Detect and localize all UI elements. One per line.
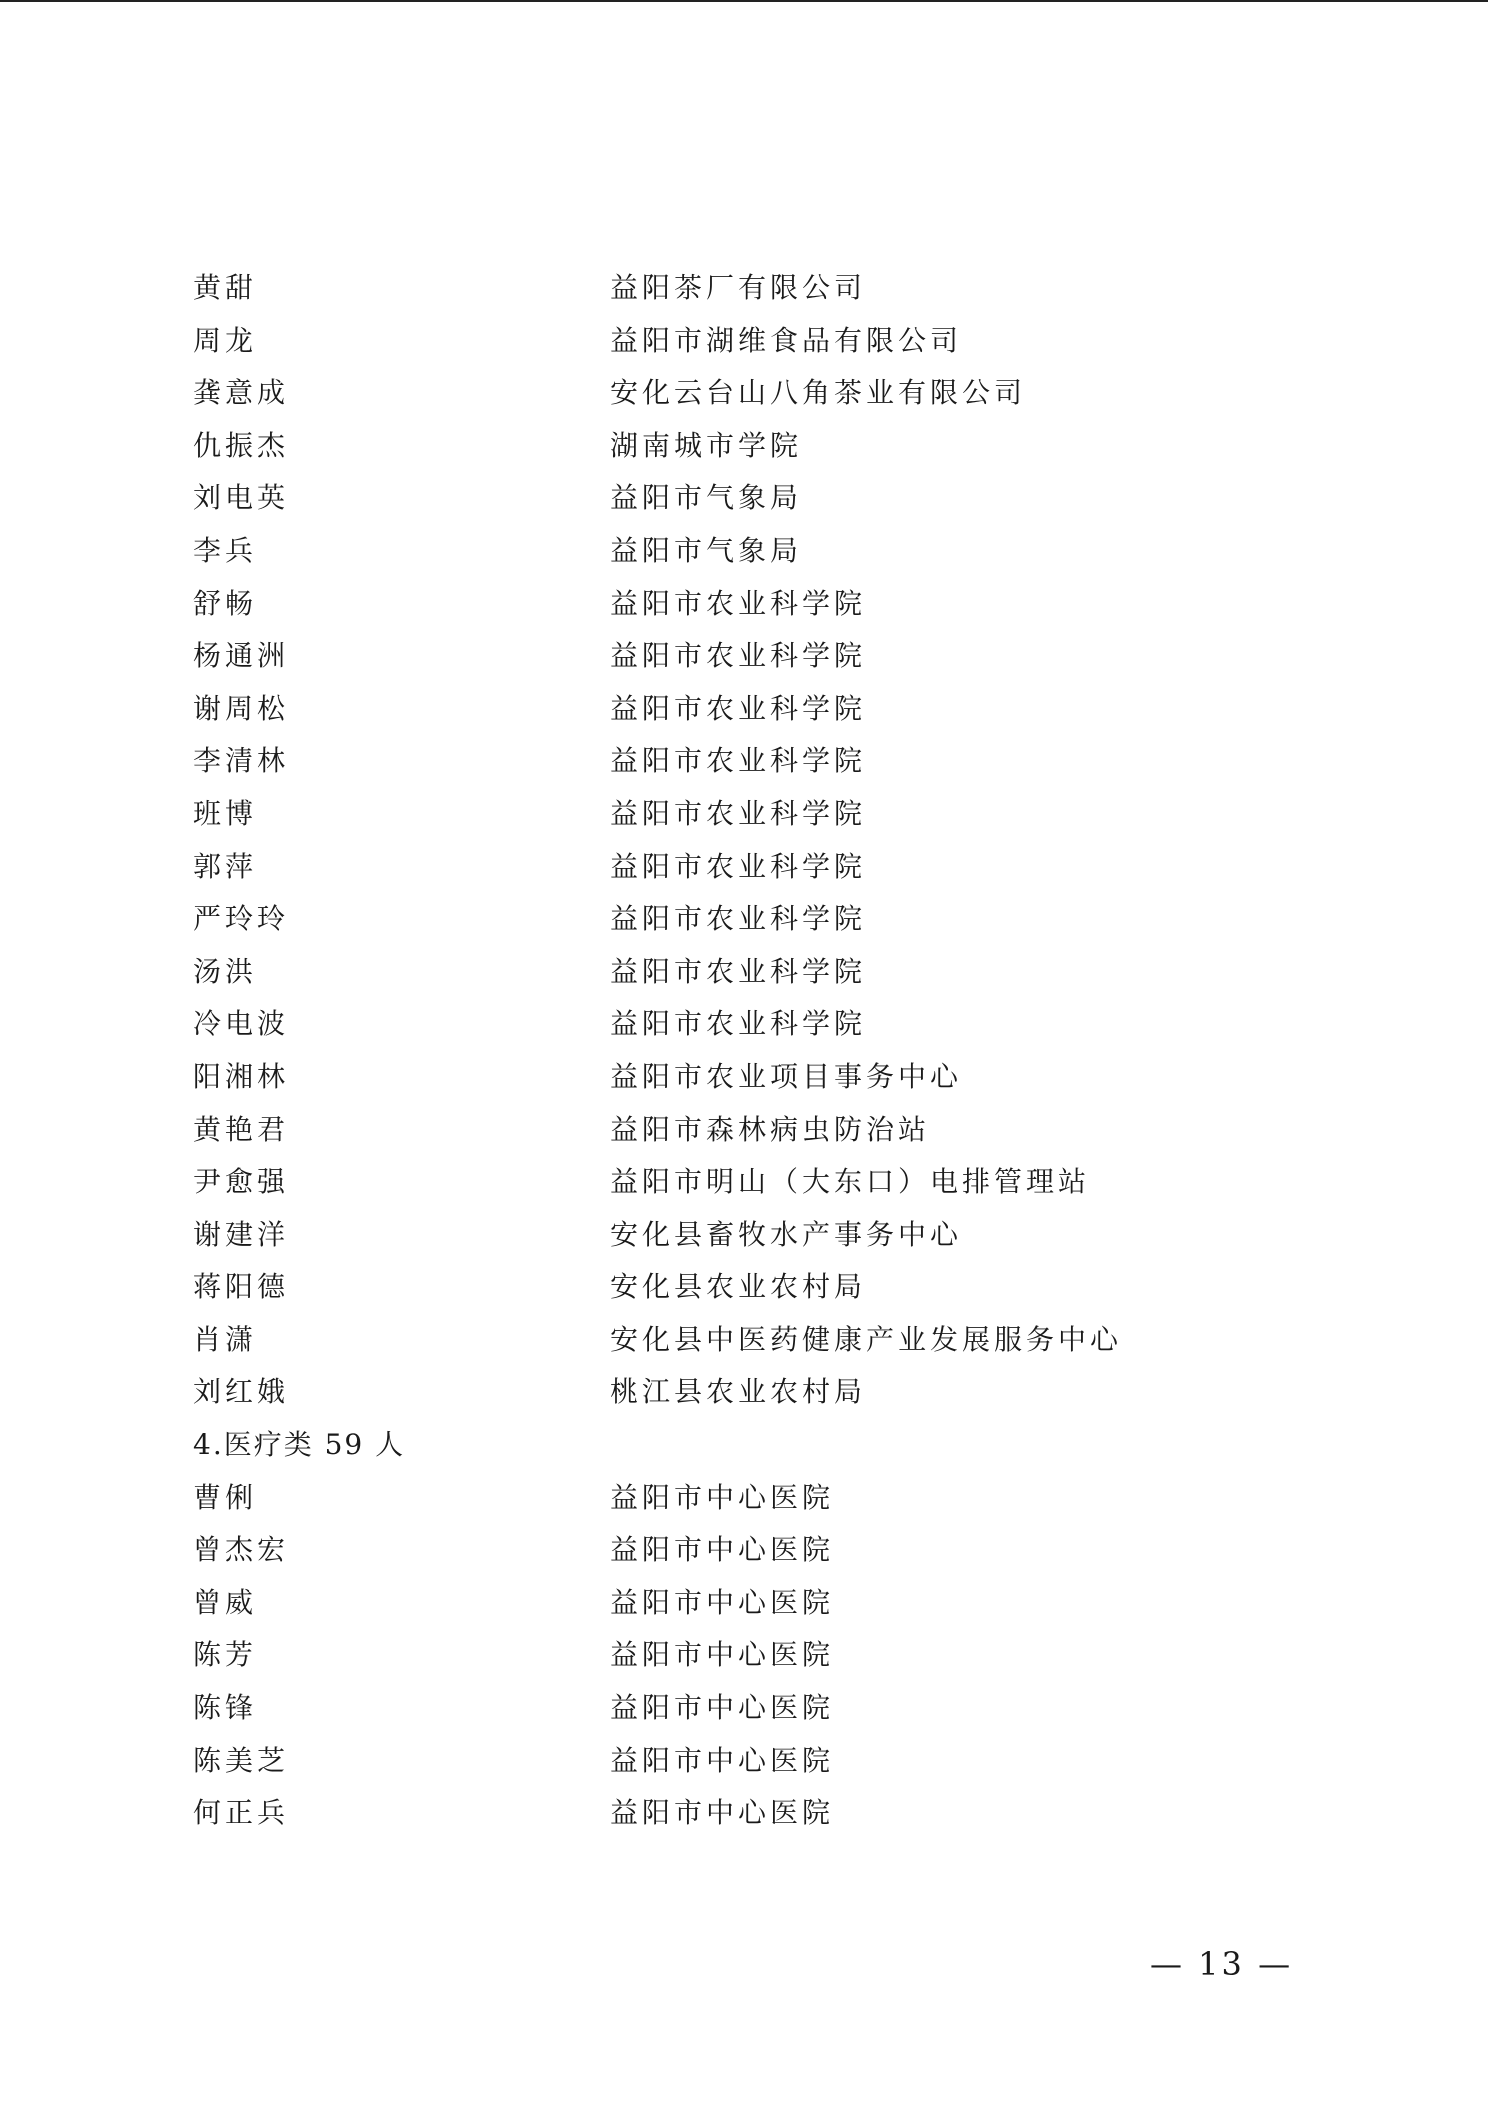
organization-name: 益阳市农业科学院 xyxy=(610,691,867,725)
organization-name: 益阳市气象局 xyxy=(610,533,803,567)
list-item xyxy=(193,1472,1293,1525)
person-name: 阳湘林 xyxy=(193,1059,290,1093)
page-number: — 13 — xyxy=(1150,1945,1294,1983)
person-name: 陈美芝 xyxy=(193,1743,290,1777)
list-item xyxy=(193,1104,1293,1157)
organization-name: 安化县农业农村局 xyxy=(610,1270,867,1304)
list-item xyxy=(193,841,1293,894)
section-heading-text: 4.医疗类 59 人 xyxy=(193,1428,406,1462)
organization-name: 安化县畜牧水产事务中心 xyxy=(610,1217,963,1251)
person-name: 曹俐 xyxy=(193,1480,258,1514)
organization-name: 益阳市农业科学院 xyxy=(610,639,867,673)
person-name: 汤洪 xyxy=(193,954,258,988)
list-item xyxy=(193,998,1293,1051)
list-item xyxy=(193,1156,1293,1209)
top-border-line xyxy=(0,0,1488,2)
list-item xyxy=(193,1051,1293,1104)
list-item xyxy=(193,472,1293,525)
organization-name: 益阳市明山（大东口）电排管理站 xyxy=(610,1165,1091,1199)
organization-name: 益阳市农业科学院 xyxy=(610,849,867,883)
person-name: 刘电英 xyxy=(193,481,290,515)
list-item xyxy=(193,420,1293,473)
person-name: 陈锋 xyxy=(193,1691,258,1725)
organization-name: 益阳市森林病虫防治站 xyxy=(610,1112,931,1146)
person-name: 谢周松 xyxy=(193,691,290,725)
organization-name: 益阳市中心医院 xyxy=(610,1796,835,1830)
list-item xyxy=(193,683,1293,736)
person-name: 尹愈强 xyxy=(193,1165,290,1199)
organization-name: 益阳市气象局 xyxy=(610,481,803,515)
organization-name: 益阳市湖维食品有限公司 xyxy=(610,323,963,357)
organization-name: 益阳市中心医院 xyxy=(610,1638,835,1672)
person-name: 何正兵 xyxy=(193,1796,290,1830)
person-name: 蒋阳德 xyxy=(193,1270,290,1304)
person-name: 班博 xyxy=(193,796,258,830)
organization-name: 益阳市农业科学院 xyxy=(610,796,867,830)
organization-name: 桃江县农业农村局 xyxy=(610,1375,867,1409)
list-item xyxy=(193,893,1293,946)
organization-name: 益阳茶厂有限公司 xyxy=(610,271,867,304)
organization-name: 益阳市农业科学院 xyxy=(610,1007,867,1041)
list-item xyxy=(193,1735,1293,1788)
organization-name: 益阳市农业科学院 xyxy=(610,954,867,988)
organization-name: 益阳市农业科学院 xyxy=(610,902,867,936)
organization-name: 湖南城市学院 xyxy=(610,428,803,462)
list-item xyxy=(193,315,1293,368)
organization-name: 安化县中医药健康产业发展服务中心 xyxy=(610,1322,1123,1356)
person-name: 刘红娥 xyxy=(193,1375,290,1409)
list-item xyxy=(193,946,1293,999)
organization-name: 益阳市中心医院 xyxy=(610,1533,835,1567)
person-name: 陈芳 xyxy=(193,1638,258,1672)
person-name: 黄甜 xyxy=(193,271,258,304)
person-name: 黄艳君 xyxy=(193,1112,290,1146)
person-name: 李兵 xyxy=(193,533,258,567)
organization-name: 益阳市中心医院 xyxy=(610,1743,835,1777)
list-item xyxy=(193,735,1293,788)
organization-name: 益阳市农业科学院 xyxy=(610,744,867,778)
list-item xyxy=(193,1682,1293,1735)
list-item xyxy=(193,1629,1293,1682)
person-name: 曾杰宏 xyxy=(193,1533,290,1567)
organization-name: 益阳市农业科学院 xyxy=(610,586,867,620)
person-name: 谢建洋 xyxy=(193,1217,290,1251)
organization-name: 安化云台山八角茶业有限公司 xyxy=(610,376,1027,410)
person-name: 舒畅 xyxy=(193,586,258,620)
person-name: 龚意成 xyxy=(193,376,290,410)
organization-name: 益阳市农业项目事务中心 xyxy=(610,1059,963,1093)
list-item xyxy=(193,1209,1293,1262)
person-name: 肖潇 xyxy=(193,1322,258,1356)
personnel-list xyxy=(193,262,1293,1840)
organization-name: 益阳市中心医院 xyxy=(610,1691,835,1725)
person-name: 李清林 xyxy=(193,744,290,778)
person-name: 严玲玲 xyxy=(193,902,290,936)
person-name: 曾威 xyxy=(193,1585,258,1619)
list-item xyxy=(193,367,1293,420)
list-item xyxy=(193,1577,1293,1630)
list-item xyxy=(193,788,1293,841)
person-name: 杨通洲 xyxy=(193,639,290,673)
person-name: 仇振杰 xyxy=(193,428,290,462)
list-item xyxy=(193,1314,1293,1367)
person-name: 周龙 xyxy=(193,323,258,357)
person-name: 郭萍 xyxy=(193,849,258,883)
organization-name: 益阳市中心医院 xyxy=(610,1585,835,1619)
list-item xyxy=(193,262,1293,315)
list-item xyxy=(193,1261,1293,1314)
list-item xyxy=(193,1787,1293,1840)
list-item xyxy=(193,578,1293,631)
list-item xyxy=(193,630,1293,683)
list-item xyxy=(193,1524,1293,1577)
list-item xyxy=(193,525,1293,578)
organization-name: 益阳市中心医院 xyxy=(610,1480,835,1514)
section-heading xyxy=(193,1419,1293,1472)
person-name: 冷电波 xyxy=(193,1007,290,1041)
list-item xyxy=(193,1366,1293,1419)
